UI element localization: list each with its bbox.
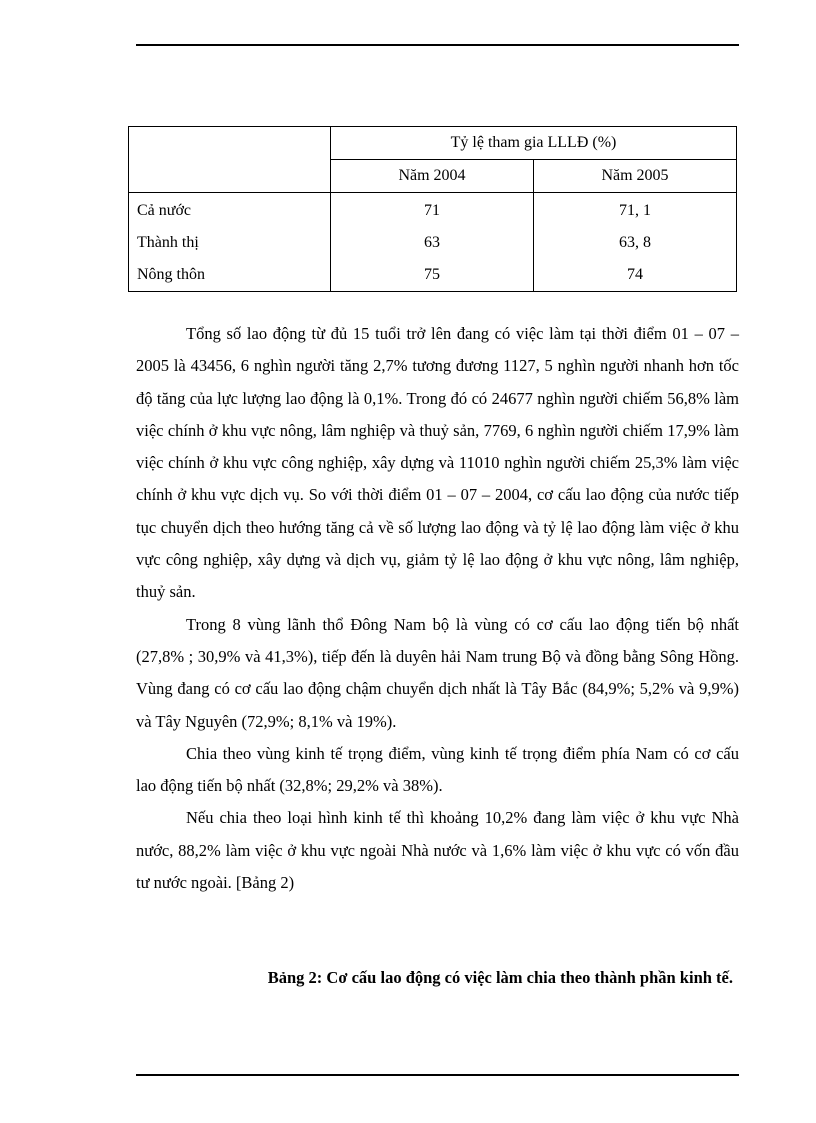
body-text xyxy=(136,318,739,899)
paragraph: Nếu chia theo loại hình kinh tế thì khoảng 10,2% đang làm việc ở khu vực Nhà nước, 88,2% làm việc ở khu vực ngoài Nhà nước và 1,6% làm việc ở khu vực có vốn đầu tư nước ngoài. [Bảng 2) xyxy=(136,808,739,893)
table-row xyxy=(129,259,737,292)
column-header-2004: Năm 2004 xyxy=(331,160,534,193)
labor-participation-table xyxy=(128,126,737,292)
table-group-header: Tỷ lệ tham gia LLLĐ (%) xyxy=(331,127,737,160)
row-label: Nông thôn xyxy=(129,259,331,292)
cell-value: 71 xyxy=(331,193,534,228)
cell-value: 63, 8 xyxy=(534,227,737,259)
cell-value: 63 xyxy=(331,227,534,259)
row-label: Cả nước xyxy=(129,193,331,228)
column-header-2005: Năm 2005 xyxy=(534,160,737,193)
cell-value: 74 xyxy=(534,259,737,292)
table-row xyxy=(129,193,737,228)
header-rule xyxy=(136,44,739,46)
table-row xyxy=(129,227,737,259)
paragraph: Trong 8 vùng lãnh thổ Đông Nam bộ là vùng có cơ cấu lao động tiến bộ nhất (27,8% ; 30,9% và 41,3%), tiếp đến là duyên hải Nam trung Bộ và đồng bằng Sông Hồng. Vùng đang có cơ cấu lao động chậm chuyển dịch nhất là Tây Bắc (84,9%; 5,2% và 9,9%) và Tây Nguyên (72,9%; 8,1% và 19%). xyxy=(136,614,739,731)
row-label: Thành thị xyxy=(129,227,331,259)
footer-rule xyxy=(136,1074,739,1076)
paragraph: Tổng số lao động từ đủ 15 tuổi trở lên đang có việc làm tại thời điểm 01 – 07 – 2005 là 43456, 6 nghìn người tăng 2,7% tương đương 1127, 5 nghìn người nhanh hơn tốc độ tăng của lực lượng lao động là 0,1%. Trong đó có 24677 nghìn người chiếm 56,8% làm việc chính ở khu vực nông, lâm nghiệp và thuỷ sản, 7769, 6 nghìn người chiếm 17,9% làm việc chính ở khu vực công nghiệp, xây dựng và 11010 nghìn người chiếm 25,3% làm việc chính ở khu vực dịch vụ. So với thời điểm 01 – 07 – 2004, cơ cấu lao động của nước tiếp tục chuyển dịch theo hướng tăng cả về số lượng lao động và tỷ lệ lao động làm việc ở khu vực công nghiệp, xây dựng và dịch vụ, giảm tỷ lệ lao động ở khu vực nông, lâm nghiệp, thuỷ sản. xyxy=(136,324,739,602)
table-caption: Bảng 2: Cơ cấu lao động có việc làm chia theo thành phần kinh tế. xyxy=(267,968,733,987)
cell-value: 71, 1 xyxy=(534,193,737,228)
cell-value: 75 xyxy=(331,259,534,292)
table-corner-cell xyxy=(129,127,331,193)
paragraph: Chia theo vùng kinh tế trọng điểm, vùng kinh tế trọng điểm phía Nam có cơ cấu lao động tiến bộ nhất (32,8%; 29,2% và 38%). xyxy=(136,743,739,796)
